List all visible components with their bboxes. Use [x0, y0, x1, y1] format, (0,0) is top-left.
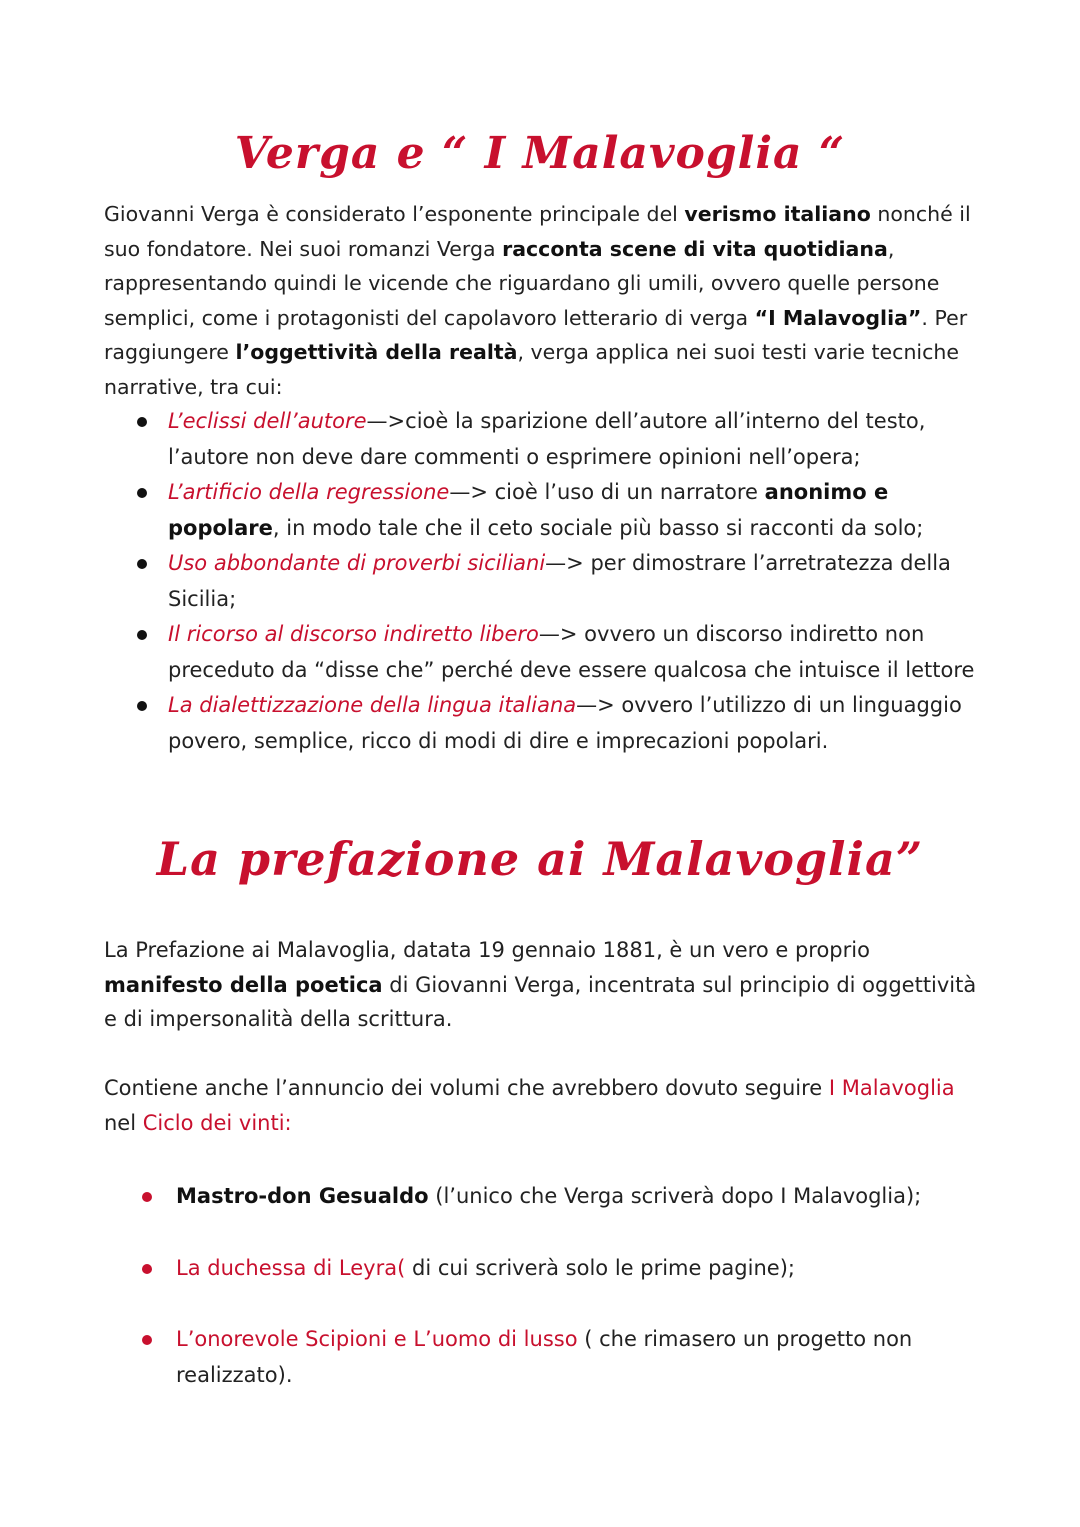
list-item: [0, 475, 988, 546]
technique-text: —> per dimostrare l’arretratezza della Sicilia;: [168, 551, 951, 611]
technique-term: Uso abbondante di proverbi siciliani: [168, 551, 546, 575]
intro-text: nonché il suo fondatore. Nei suoi romanzi Verga: [104, 202, 971, 261]
bullet-icon: [137, 488, 147, 498]
technique-term: Il ricorso al discorso indiretto libero: [168, 622, 539, 646]
volume-text: ( che rimasero un progetto non realizzato).: [176, 1327, 913, 1387]
list-item: [0, 1179, 976, 1215]
intro-text: , rappresentando quindi le vicende che riguardano gli umili, ovvero quelle persone semplici, come i protagonisti del capolavoro letterario di verga: [104, 236, 940, 330]
technique-term: L’eclissi dell’autore: [168, 409, 367, 433]
technique-text: , in modo tale che il ceto sociale più basso si racconti da solo;: [272, 515, 924, 540]
bullet-icon: [142, 1335, 152, 1345]
list-item: [0, 404, 988, 475]
list-item: [0, 1251, 976, 1287]
volume-text: di cui scriverà solo le prime pagine);: [405, 1255, 795, 1280]
bullet-icon: [142, 1264, 152, 1274]
list-item: [0, 688, 988, 759]
volume-text: (l’unico che Verga scriverà dopo I Malavoglia);: [428, 1184, 922, 1208]
intro-text: , verga applica nei suoi testi varie tecniche narrative, tra cui:: [104, 340, 960, 399]
techniques-list: [0, 404, 988, 759]
section-title: La prefazione ai Malavoglia”: [156, 832, 924, 886]
bullet-icon: [137, 630, 147, 640]
technique-text: —> cioè l’uso di un narratore: [449, 480, 765, 504]
technique-term: La dialettizzazione della lingua italiana: [168, 693, 577, 717]
prefazione-text: La Prefazione ai Malavoglia, datata 19 gennaio 1881, è un vero e proprio: [104, 938, 870, 962]
volume-title: L’onorevole Scipioni e L’uomo di lusso: [176, 1327, 578, 1351]
volumes-list: [0, 1179, 976, 1393]
technique-bold: anonimo e popolare: [168, 480, 889, 540]
volume-title: Mastro-don Gesualdo: [176, 1184, 429, 1208]
list-item: [0, 1322, 976, 1393]
intro-text: Giovanni Verga è considerato l’esponente principale del: [104, 202, 685, 226]
ciclo-red-vinti: Ciclo dei vinti:: [142, 1110, 292, 1135]
intro-paragraph: [104, 197, 984, 404]
volume-title: La duchessa di Leyra(: [176, 1255, 406, 1280]
bullet-icon: [137, 559, 147, 569]
intro-bold-malavoglia: “I Malavoglia”: [754, 305, 922, 330]
ciclo-text: Contiene anche l’annuncio dei volumi che avrebbero dovuto seguire: [104, 1076, 829, 1100]
technique-text: —> ovvero l’utilizzo di un linguaggio povero, semplice, ricco di modi di dire e imprecazioni popolari.: [168, 693, 962, 753]
intro-bold-oggettivita: l’oggettività della realtà: [235, 340, 518, 364]
bullet-icon: [137, 701, 147, 711]
page-title: Verga e “ I Malavoglia “: [234, 128, 846, 179]
ciclo-text: nel: [104, 1110, 143, 1135]
intro-bold-racconta: racconta scene di vita quotidiana: [502, 236, 888, 261]
intro-bold-verismo: verismo italiano: [684, 202, 871, 226]
technique-text: —>cioè la sparizione dell’autore all’interno del testo, l’autore non deve dare commenti o esprimere opinioni nell’opera;: [168, 409, 926, 469]
list-item: [0, 617, 988, 688]
prefazione-text: di Giovanni Verga, incentrata sul principio di oggettività e di impersonalità della scrittura.: [104, 972, 977, 1031]
technique-term: L’artificio della regressione: [168, 480, 450, 504]
prefazione-paragraph: [104, 933, 984, 1037]
list-item: [0, 546, 988, 617]
ciclo-paragraph: [104, 1071, 984, 1140]
prefazione-bold: manifesto della poetica: [104, 972, 383, 997]
bullet-icon: [142, 1192, 152, 1202]
bullet-icon: [137, 417, 147, 427]
intro-text: . Per raggiungere: [104, 305, 968, 364]
ciclo-red-malavoglia: I Malavoglia: [828, 1076, 955, 1100]
technique-text: —> ovvero un discorso indiretto non preceduto da “disse che” perché deve essere qualcosa che intuisce il lettore: [168, 622, 975, 682]
